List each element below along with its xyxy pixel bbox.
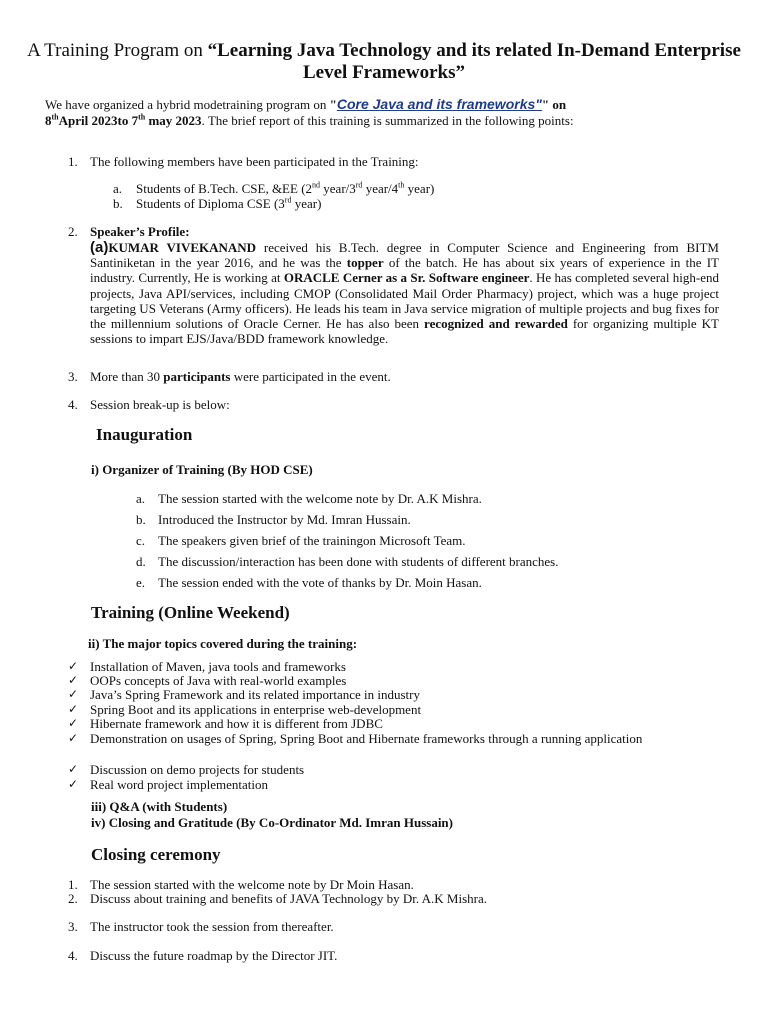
point-4-number: 4. (68, 397, 78, 412)
topic-item: Java’s Spring Framework and its related importance in industry (90, 687, 420, 702)
date-start-rest: April 2023 (58, 113, 118, 128)
intro-quote-close: " on (541, 97, 567, 112)
sup-rd: rd (355, 180, 363, 190)
sup-rd: rd (284, 195, 292, 205)
point-1a-part: year/3 (320, 181, 356, 196)
closing-item-number: 2. (68, 891, 78, 906)
closing-gratitude-heading: iv) Closing and Gratitude (By Co-Ordinator Md. Imran Hussain) (91, 815, 453, 830)
point-2-number: 2. (68, 224, 78, 239)
title-bold: “Learning Java Technology and its related In-Demand Enterprise Level Frameworks” (207, 40, 741, 83)
inauguration-item-label: b. (136, 512, 146, 527)
training-subheading: ii) The major topics covered during the training: (88, 636, 358, 651)
check-icon: ✓ (68, 687, 79, 701)
profile-topper: topper (346, 255, 384, 271)
intro-quote-open: " (329, 97, 337, 112)
inauguration-item-text: Introduced the Instructor by Md. Imran Hussain. (158, 512, 411, 527)
point-1b-part: year) (291, 196, 322, 211)
profile-text: . He has completed several high-end projects, Java API/services, including CMOP (Consolidated Mail Order Pharmacy) project, which was a huge project targeting US Veterans (Army officers). He leads his team in Java service migration of multiple projects and bug fixes for the millennium solutions of Oracle Cerner. He has also been (90, 270, 719, 332)
title-prefix: A Training Program on (27, 40, 208, 61)
page-title (20, 40, 748, 84)
point-1b-label: b. (113, 196, 123, 211)
point-1-number: 1. (68, 154, 78, 169)
profile-text: received his B.Tech. degree in Computer Science and Engineering from BITM Santiniketan in the year 2016, and he was the (90, 240, 719, 271)
training-heading: Training (Online Weekend) (91, 603, 290, 622)
point-4-text: Session break-up is below: (90, 397, 230, 412)
point-3-pre: More than 30 (90, 369, 164, 384)
sup-th: th (398, 180, 405, 190)
inauguration-item-label: c. (136, 533, 146, 548)
closing-item-text: Discuss about training and benefits of JAVA Technology by Dr. A.K Mishra. (90, 891, 488, 906)
topic-item: Spring Boot and its applications in enterprise web-development (90, 702, 422, 717)
topic-item: Installation of Maven, java tools and frameworks (90, 659, 346, 674)
topic-item: OOPs concepts of Java with real-world examples (90, 673, 347, 688)
point-1b-part: Students of Diploma CSE (3 (136, 196, 285, 211)
check-icon: ✓ (68, 673, 79, 687)
profile-recognized: recognized and rewarded (424, 316, 568, 332)
inauguration-item-label: e. (136, 575, 146, 590)
profile-text: of the batch. He has about six years of experience in the IT industry. Currently, He is working at (90, 255, 719, 286)
speaker-name: KUMAR VIVEKANAND (108, 240, 257, 255)
point-1a-part: year/4 (362, 181, 399, 196)
date-start-sup: th (51, 112, 59, 122)
closing-heading: Closing ceremony (91, 845, 221, 864)
point-1b-text (136, 196, 321, 211)
inauguration-heading: Inauguration (96, 425, 193, 444)
point-1-text: The following members have been participated in the Training: (90, 154, 419, 169)
speaker-profile-heading: Speaker’s Profile: (90, 224, 190, 239)
point-1a-label: a. (113, 181, 123, 196)
closing-item-text: Discuss the future roadmap by the Director JIT. (90, 948, 338, 963)
topic-item: Hibernate framework and how it is different from JDBC (90, 716, 383, 731)
closing-item-number: 3. (68, 919, 78, 934)
point-1a-part: year) (404, 181, 435, 196)
closing-item-text: The instructor took the session from thereafter. (90, 919, 334, 934)
intro-text-2: . The brief report of this training is summarized in the following points: (201, 113, 574, 128)
profile-marker: (a) (90, 239, 109, 256)
profile-oracle: ORACLE Cerner as a Sr. Software engineer (283, 270, 530, 286)
topic-item: Discussion on demo projects for students (90, 762, 305, 777)
point-3-text (90, 369, 391, 384)
check-icon: ✓ (68, 716, 79, 730)
intro-text: We have organized a hybrid modetraining program on (45, 97, 330, 112)
point-1a-text (136, 181, 434, 196)
point-1a-part: Students of B.Tech. CSE, &EE (2 (136, 181, 313, 196)
sup-nd: nd (312, 180, 321, 190)
inauguration-subheading: i) Organizer of Training (By HOD CSE) (91, 462, 313, 477)
check-icon: ✓ (68, 777, 79, 791)
inauguration-item-label: a. (136, 491, 146, 506)
topic-item: Real word project implementation (90, 777, 268, 792)
date-end-rest: may 2023 (145, 113, 202, 128)
speaker-profile-paragraph (90, 240, 719, 346)
topic-item: Demonstration on usages of Spring, Spring Boot and Hibernate frameworks through a running application (90, 731, 643, 746)
intro-highlight: Core Java and its frameworks" (336, 96, 542, 112)
closing-item-text: The session started with the welcome note by Dr Moin Hasan. (90, 877, 414, 892)
closing-item-number: 1. (68, 877, 78, 892)
inauguration-item-label: d. (136, 554, 146, 569)
date-start-day: 8 (45, 113, 52, 128)
point-3-number: 3. (68, 369, 78, 384)
profile-text: for organizing multiple KT sessions to impart EJS/Java/BDD framework knowledge. (90, 316, 719, 347)
intro-paragraph (45, 96, 725, 129)
qa-heading: iii) Q&A (with Students) (91, 799, 228, 814)
check-icon: ✓ (68, 702, 79, 716)
inauguration-item-text: The session started with the welcome note by Dr. A.K Mishra. (158, 491, 482, 506)
inauguration-item-text: The speakers given brief of the trainingon Microsoft Team. (158, 533, 466, 548)
date-end-sup: th (138, 112, 146, 122)
point-3-post: were participated in the event. (230, 369, 391, 384)
check-icon: ✓ (68, 659, 79, 673)
closing-item-number: 4. (68, 948, 78, 963)
date-to: to 7 (117, 113, 139, 128)
inauguration-item-text: The session ended with the vote of thanks by Dr. Moin Hasan. (158, 575, 482, 590)
check-icon: ✓ (68, 731, 79, 745)
inauguration-item-text: The discussion/interaction has been done with students of different branches. (158, 554, 559, 569)
point-3-bold: participants (163, 369, 231, 384)
check-icon: ✓ (68, 762, 79, 776)
